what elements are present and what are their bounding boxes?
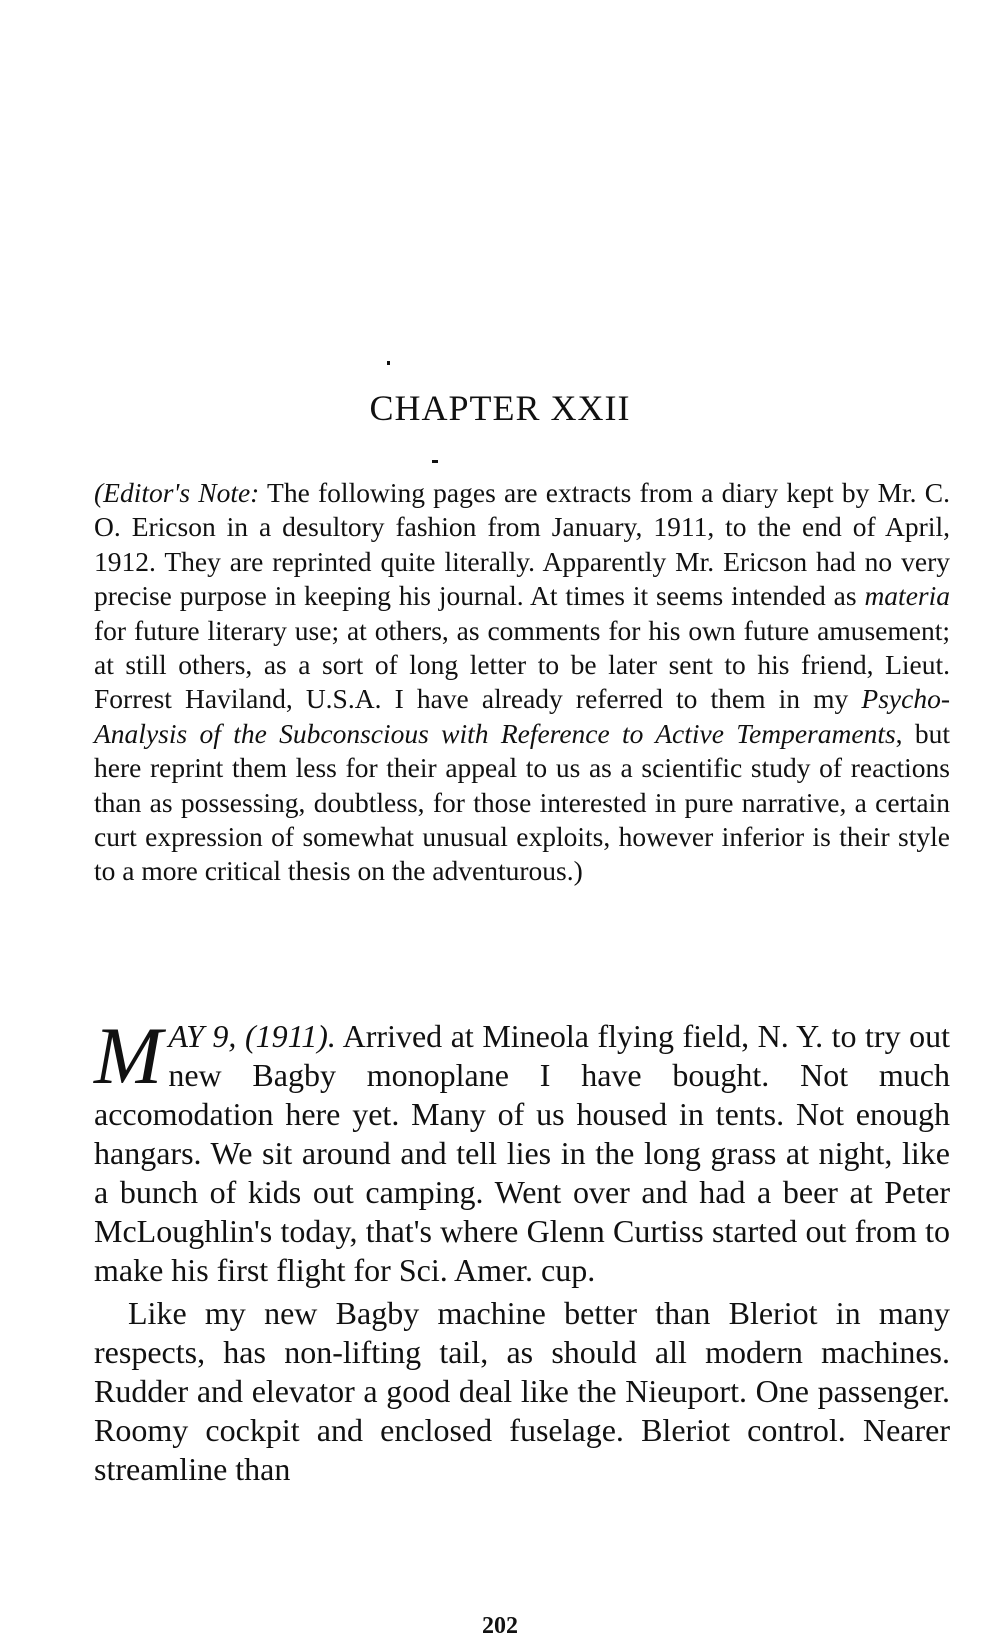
chapter-title: CHAPTER XXII <box>369 388 631 428</box>
editors-note-text: , but here reprint them less for their appeal to us as a scientific study of reactions than as possessing, doubtless, for those interested in pure narrative, a certain curt expression of somewhat unusual exploits, however inferior is their style to a more critical thesis on the adventurous.) <box>94 717 951 887</box>
diary-dateline: AY 9, (1911). <box>168 1018 336 1054</box>
diary-entry-text: Arrived at Mineola flying field, N. Y. to try out new Bagby monoplane I have bought. Not much accomodation here yet. Many of us housed in tents. Not enough hangars. We sit around and tell lies in the long grass at night, like a bunch of kids out camping. Went over and had a beer at Peter McLoughlin's today, that's where Glenn Curtiss started out from to make his first flight for Sci. Amer. cup. <box>94 1018 950 1288</box>
diary-entry-may-9 <box>94 1010 950 1290</box>
diary-paragraph: Like my new Bagby machine better than Bleriot in many respects, has non-lifting tail, as should all modern machines. Rudder and elevator a good deal like the Nieuport. One passenger. Roomy cockpit and enclosed fuselage. Bleriot control. Nearer streamline than <box>94 1295 950 1487</box>
drop-cap: M <box>94 1010 163 1101</box>
page-number: 202 <box>482 1613 518 1639</box>
editors-note-lead: (Editor's Note: <box>94 477 260 508</box>
editors-note-book-title: Psycho-Analysis of the Subconscious with Reference to Active Temperaments <box>94 683 950 749</box>
editors-note-text: The following pages are extracts from a diary kept by Mr. C. O. Ericson in a desultory fashion from January, 1911, to the end of April, 1912. They are reprinted quite literally. Apparently Mr. Ericson had no very precise purpose in keeping his journal. At times it seems intended as <box>94 477 950 612</box>
editors-note-text: for future literary use; at others, as comments for his own future amusement; at still others, as a sort of long letter to be later sent to his friend, Lieut. Forrest Haviland, U.S.A. I have already referred to them in my <box>94 614 950 715</box>
print-speck <box>432 460 438 463</box>
diary-extract <box>94 1010 950 1489</box>
editors-note-materia: materia <box>864 580 950 612</box>
print-speck <box>387 361 390 365</box>
editors-note <box>94 476 950 889</box>
